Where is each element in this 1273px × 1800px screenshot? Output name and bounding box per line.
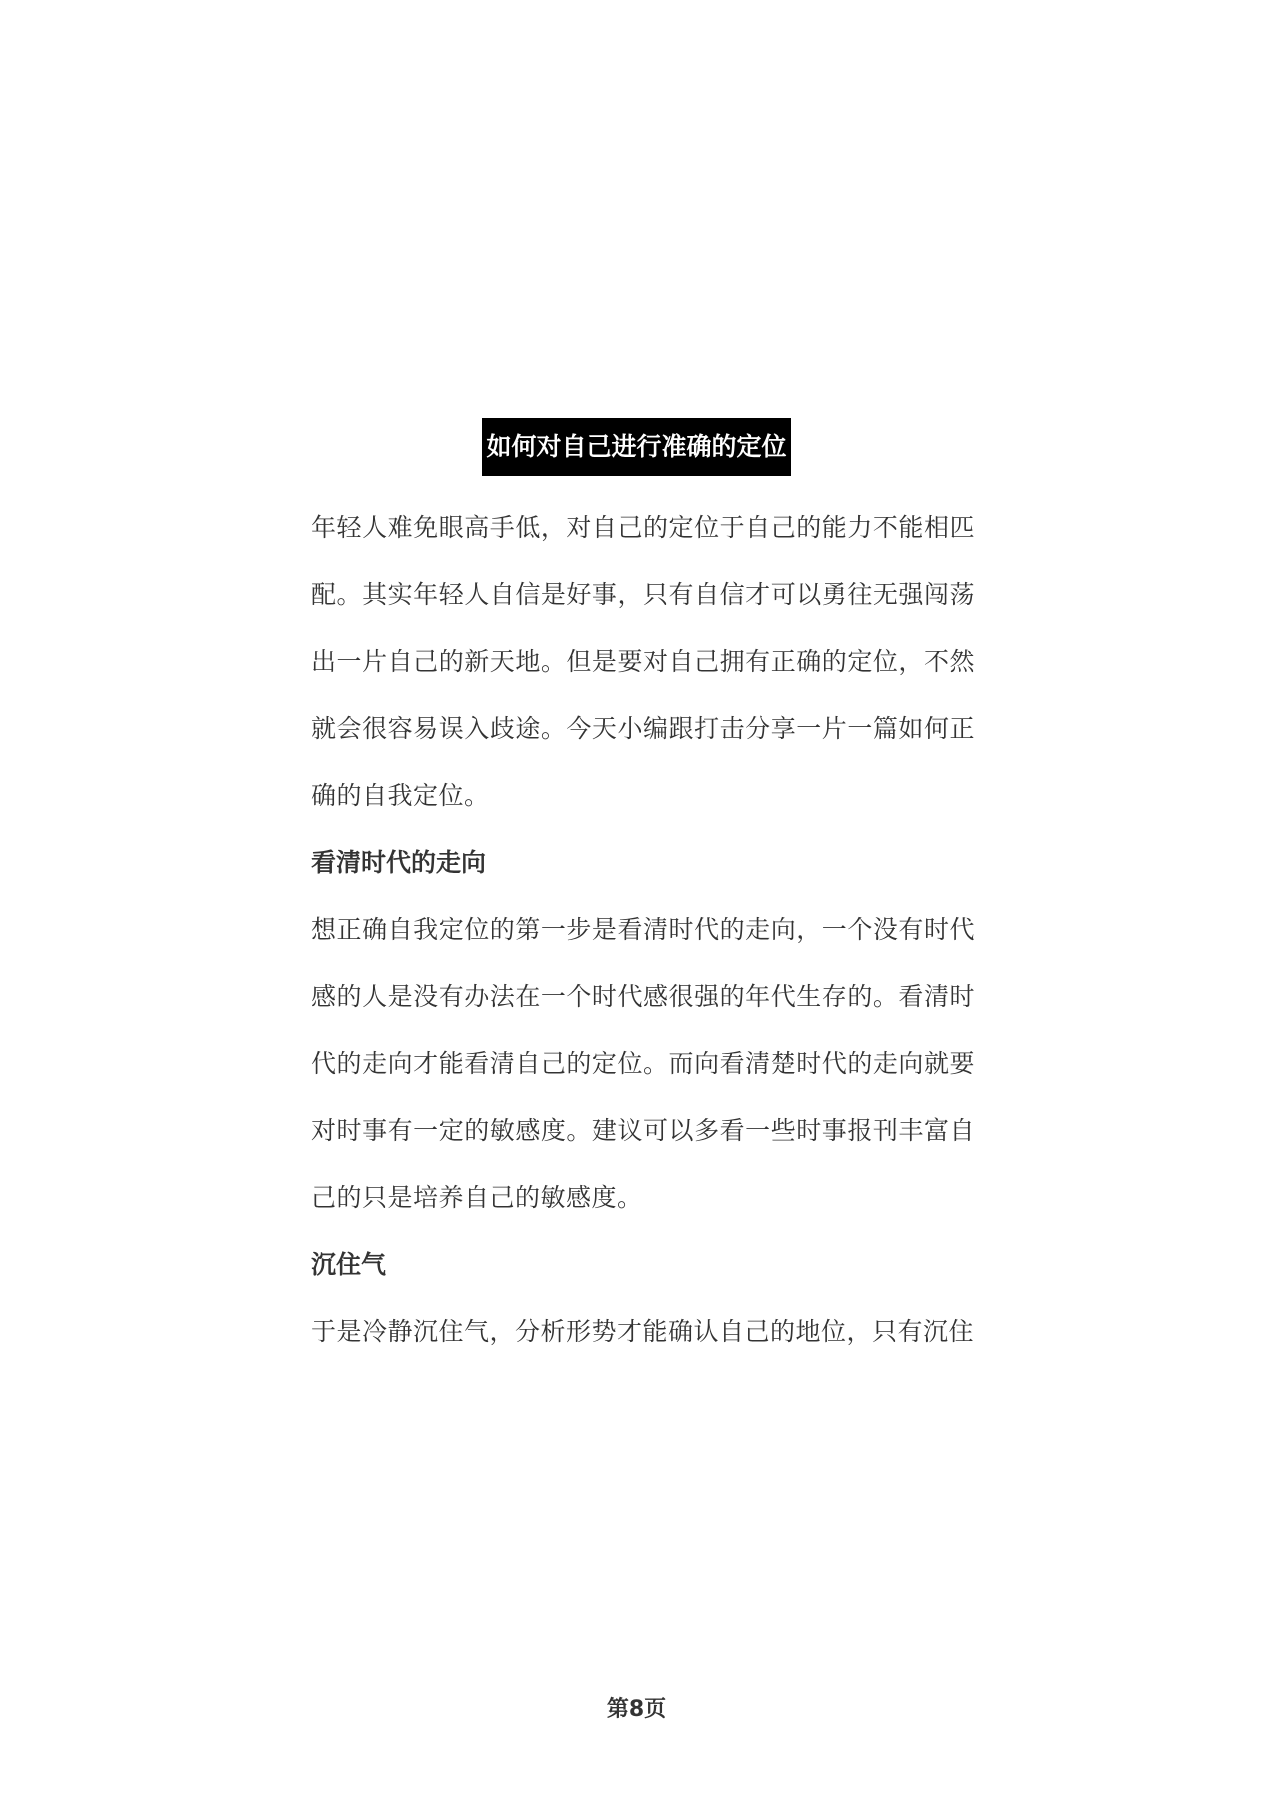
era-trend-paragraph: 想正确自我定位的第一步是看清时代的走向，一个没有时代感的人是没有办法在一个时代感很强的年代生存的。看清时代的走向才能看清自己的定位。而向看清楚时代的走向就要对时事有一定的敏感度。建议可以多看一些时事报刊丰富自己的只是培养自己的敏感度。 (311, 915, 975, 1212)
document-body (311, 494, 975, 1365)
section-heading-era-trend: 看清时代的走向 (311, 848, 487, 877)
stay-calm-paragraph: 于是冷静沉住气，分析形势才能确认自己的地位，只有沉住 (311, 1317, 975, 1346)
document-title: 如何对自己进行准确的定位 (482, 418, 790, 476)
intro-paragraph: 年轻人难免眼高手低，对自己的定位于自己的能力不能相匹配。其实年轻人自信是好事，只有自信才可以勇往无强闯荡出一片自己的新天地。但是要对自己拥有正确的定位，不然就会很容易误入歧途。今天小编跟打击分享一片一篇如何正确的自我定位。 (311, 513, 975, 810)
title-container (0, 418, 1273, 476)
section-heading-stay-calm: 沉住气 (311, 1250, 387, 1279)
page-number: 第8页 (606, 1697, 667, 1722)
